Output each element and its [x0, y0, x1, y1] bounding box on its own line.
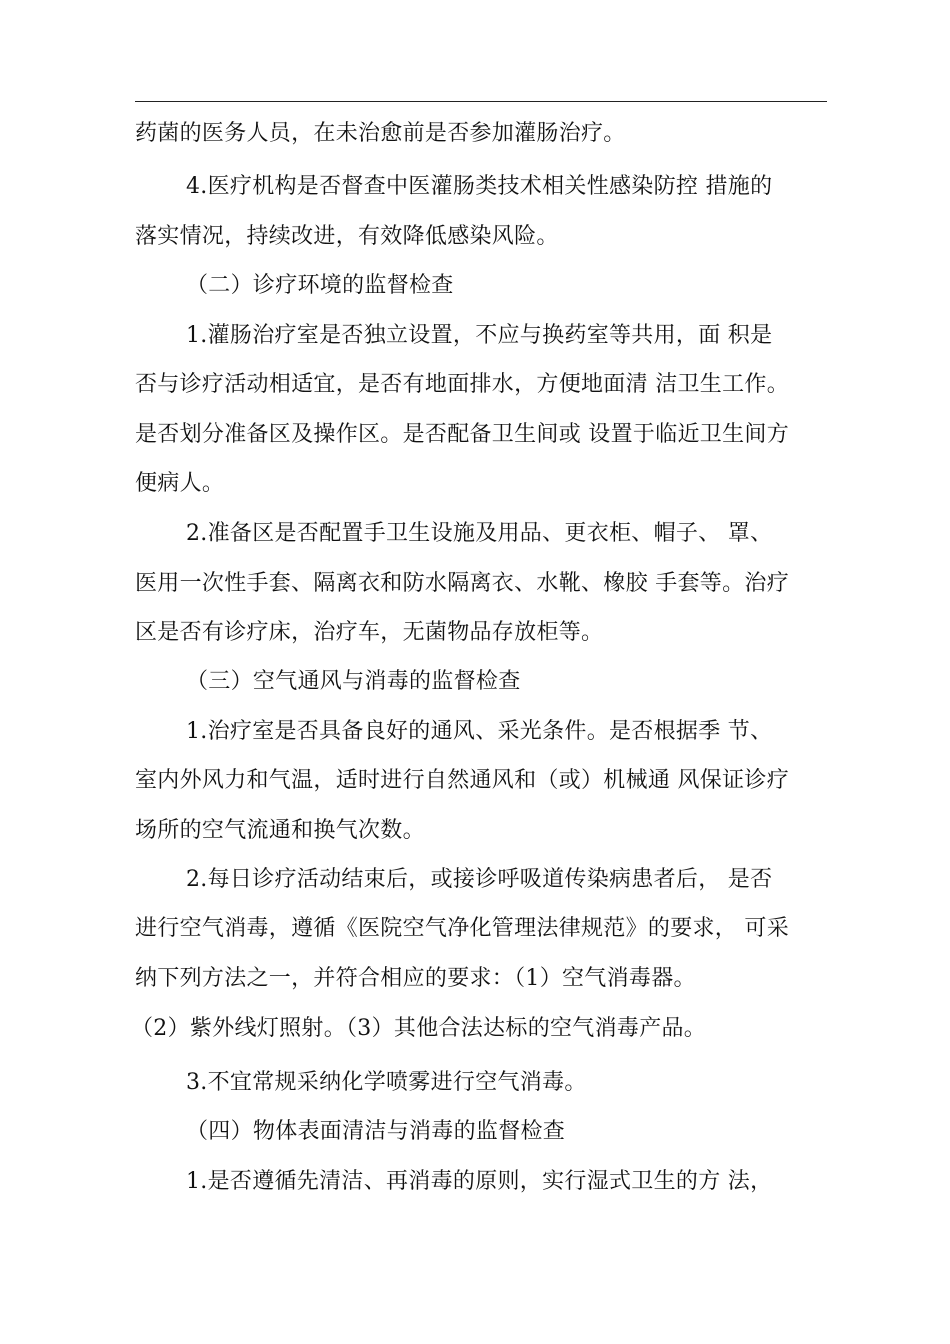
- text-line: 1.是否遵循先清洁、再消毒的原则，实行湿式卫生的方 法，: [186, 1169, 773, 1194]
- text-line: 3.不宜常规采纳化学喷雾进行空气消毒。: [186, 1070, 587, 1095]
- text-line: 药菌的医务人员，在未治愈前是否参加灌肠治疗。: [135, 121, 626, 146]
- text-line: 区是否有诊疗床，治疗车，无菌物品存放柜等。: [135, 620, 604, 645]
- text-line: 1.治疗室是否具备良好的通风、采光条件。是否根据季 节、: [186, 719, 773, 744]
- text-line: 便病人。: [135, 471, 225, 496]
- text-line: 医用一次性手套、隔离衣和防水隔离衣、水靴、橡胶 手套等。治疗: [135, 571, 789, 596]
- text-line: 是否划分准备区及操作区。是否配备卫生间或 设置于临近卫生间方: [135, 422, 789, 447]
- text-line: 否与诊疗活动相适宜，是否有地面排水，方便地面清 洁卫生工作。: [135, 372, 789, 397]
- section-heading: （四）物体表面清洁与消毒的监督检查: [186, 1119, 566, 1144]
- text-line: 2.每日诊疗活动结束后，或接诊呼吸道传染病患者后， 是否: [186, 867, 773, 892]
- text-line: 4.医疗机构是否督查中医灌肠类技术相关性感染防控 措施的: [186, 174, 773, 199]
- text-line: 落实情况，持续改进，有效降低感染风险。: [135, 224, 559, 249]
- text-line: 2.准备区是否配置手卫生设施及用品、更衣柜、帽子、 罩、: [186, 521, 773, 546]
- section-heading: （三）空气通风与消毒的监督检查: [186, 669, 521, 694]
- text-line: 进行空气消毒，遵循《医院空气净化管理法律规范》的要求， 可采: [135, 916, 789, 941]
- text-line: 室内外风力和气温，适时进行自然通风和（或）机械通 风保证诊疗: [135, 768, 789, 793]
- section-heading: （二）诊疗环境的监督检查: [186, 273, 454, 298]
- header-rule: [135, 101, 827, 102]
- text-line: （2）紫外线灯照射。（3）其他合法达标的空气消毒产品。: [131, 1016, 707, 1041]
- text-line: 纳下列方法之一，并符合相应的要求：（1）空气消毒器。: [135, 966, 696, 991]
- text-line: 场所的空气流通和换气次数。: [135, 818, 425, 843]
- text-line: 1.灌肠治疗室是否独立设置，不应与换药室等共用，面 积是: [186, 323, 773, 348]
